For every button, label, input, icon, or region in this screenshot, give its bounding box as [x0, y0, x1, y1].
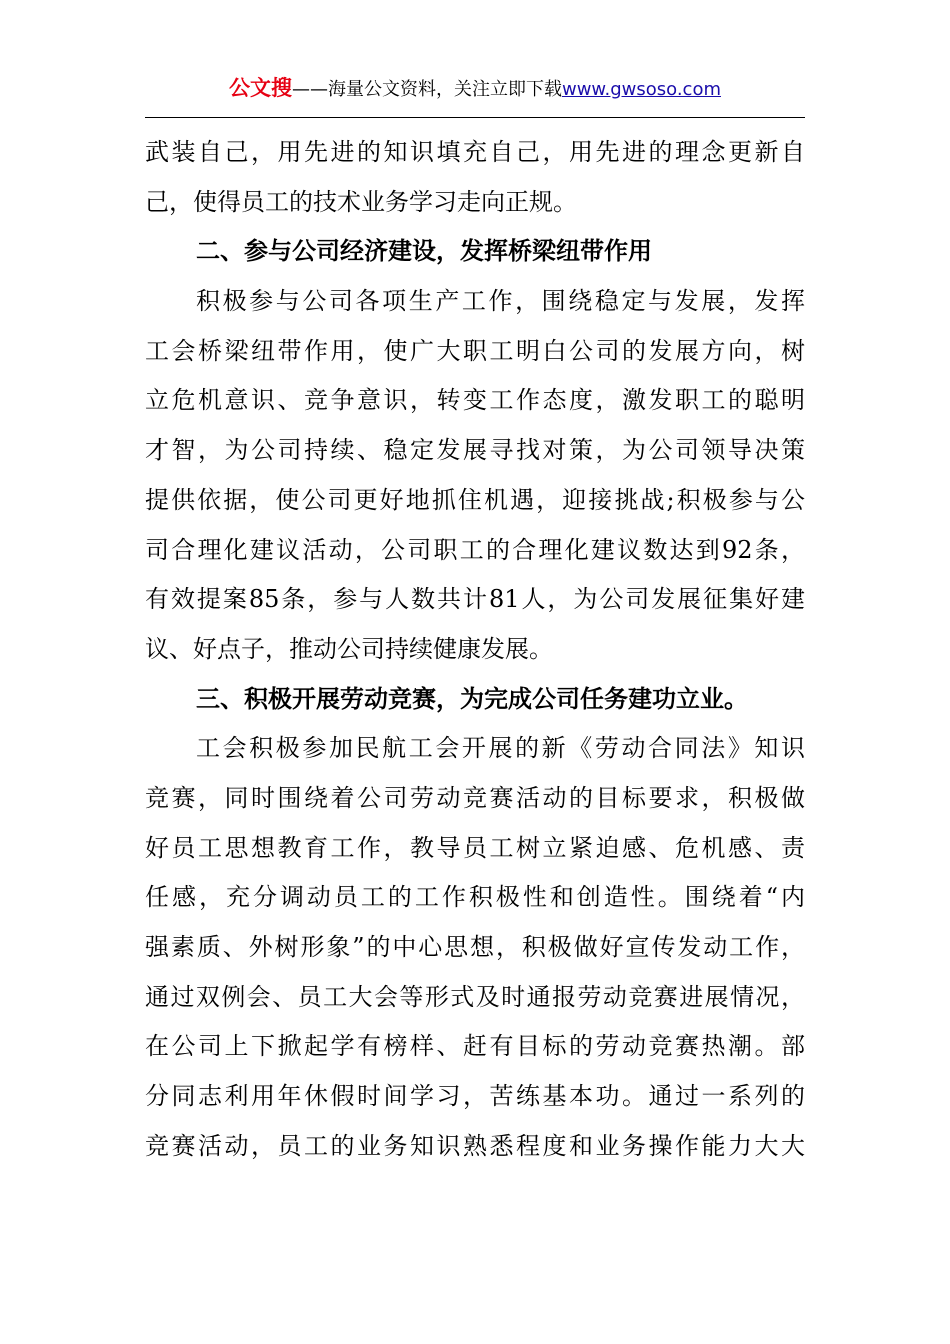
body-line: 武装自己，用先进的知识填充自己，用先进的理念更新自 — [145, 138, 805, 166]
header-divider — [145, 117, 805, 118]
body-line: 司合理化建议活动，公司职工的合理化建议数达到92条， — [145, 535, 805, 564]
body-line: 才智，为公司持续、稳定发展寻找对策，为公司领导决策 — [145, 436, 805, 465]
section-heading: 三、积极开展劳动竞赛，为完成公司任务建功立业。 — [196, 684, 748, 713]
body-line: 议、好点子，推动公司持续健康发展。 — [145, 634, 553, 663]
body-line: 己，使得员工的技术业务学习走向正规。 — [145, 187, 577, 216]
body-line: 好员工思想教育工作，教导员工树立紧迫感、危机感、责 — [145, 833, 805, 862]
body-line: 强素质、外树形象”的中心思想，积极做好宣传发动工作， — [145, 933, 805, 961]
body-line: 任感，充分调动员工的工作积极性和创造性。围绕着“内 — [145, 883, 805, 912]
section-heading: 二、参与公司经济建设，发挥桥梁纽带作用 — [196, 237, 652, 266]
header-slogan: ——海量公文资料，关注立即下载 — [291, 79, 562, 100]
header-link[interactable]: www.gwsoso.com — [561, 79, 721, 100]
body-line: 分同志利用年休假时间学习，苦练基本功。通过一系列的 — [145, 1082, 805, 1111]
body-line: 竞赛活动，员工的业务知识熟悉程度和业务操作能力大大 — [145, 1131, 805, 1160]
body-line: 立危机意识、竞争意识，转变工作态度，激发职工的聪明 — [145, 386, 805, 415]
body-line: 有效提案85条，参与人数共计81人，为公司发展征集好建 — [145, 585, 805, 614]
body-line: 积极参与公司各项生产工作，围绕稳定与发展，发挥 — [196, 287, 805, 316]
brand-logo-text: 公文搜 — [228, 76, 292, 100]
body-line: 在公司上下掀起学有榜样、赶有目标的劳动竞赛热潮。部 — [145, 1032, 805, 1061]
body-line: 竞赛，同时围绕着公司劳动竞赛活动的目标要求，积极做 — [145, 783, 805, 812]
body-line: 通过双例会、员工大会等形式及时通报劳动竞赛进展情况， — [145, 982, 805, 1011]
document-body — [145, 128, 805, 1171]
body-line: 工会积极参加民航工会开展的新《劳动合同法》知识 — [196, 734, 805, 763]
body-line: 工会桥梁纽带作用，使广大职工明白公司的发展方向，树 — [145, 336, 805, 365]
page-header — [145, 70, 805, 106]
body-line: 提供依据，使公司更好地抓住机遇，迎接挑战;积极参与公 — [145, 485, 805, 514]
